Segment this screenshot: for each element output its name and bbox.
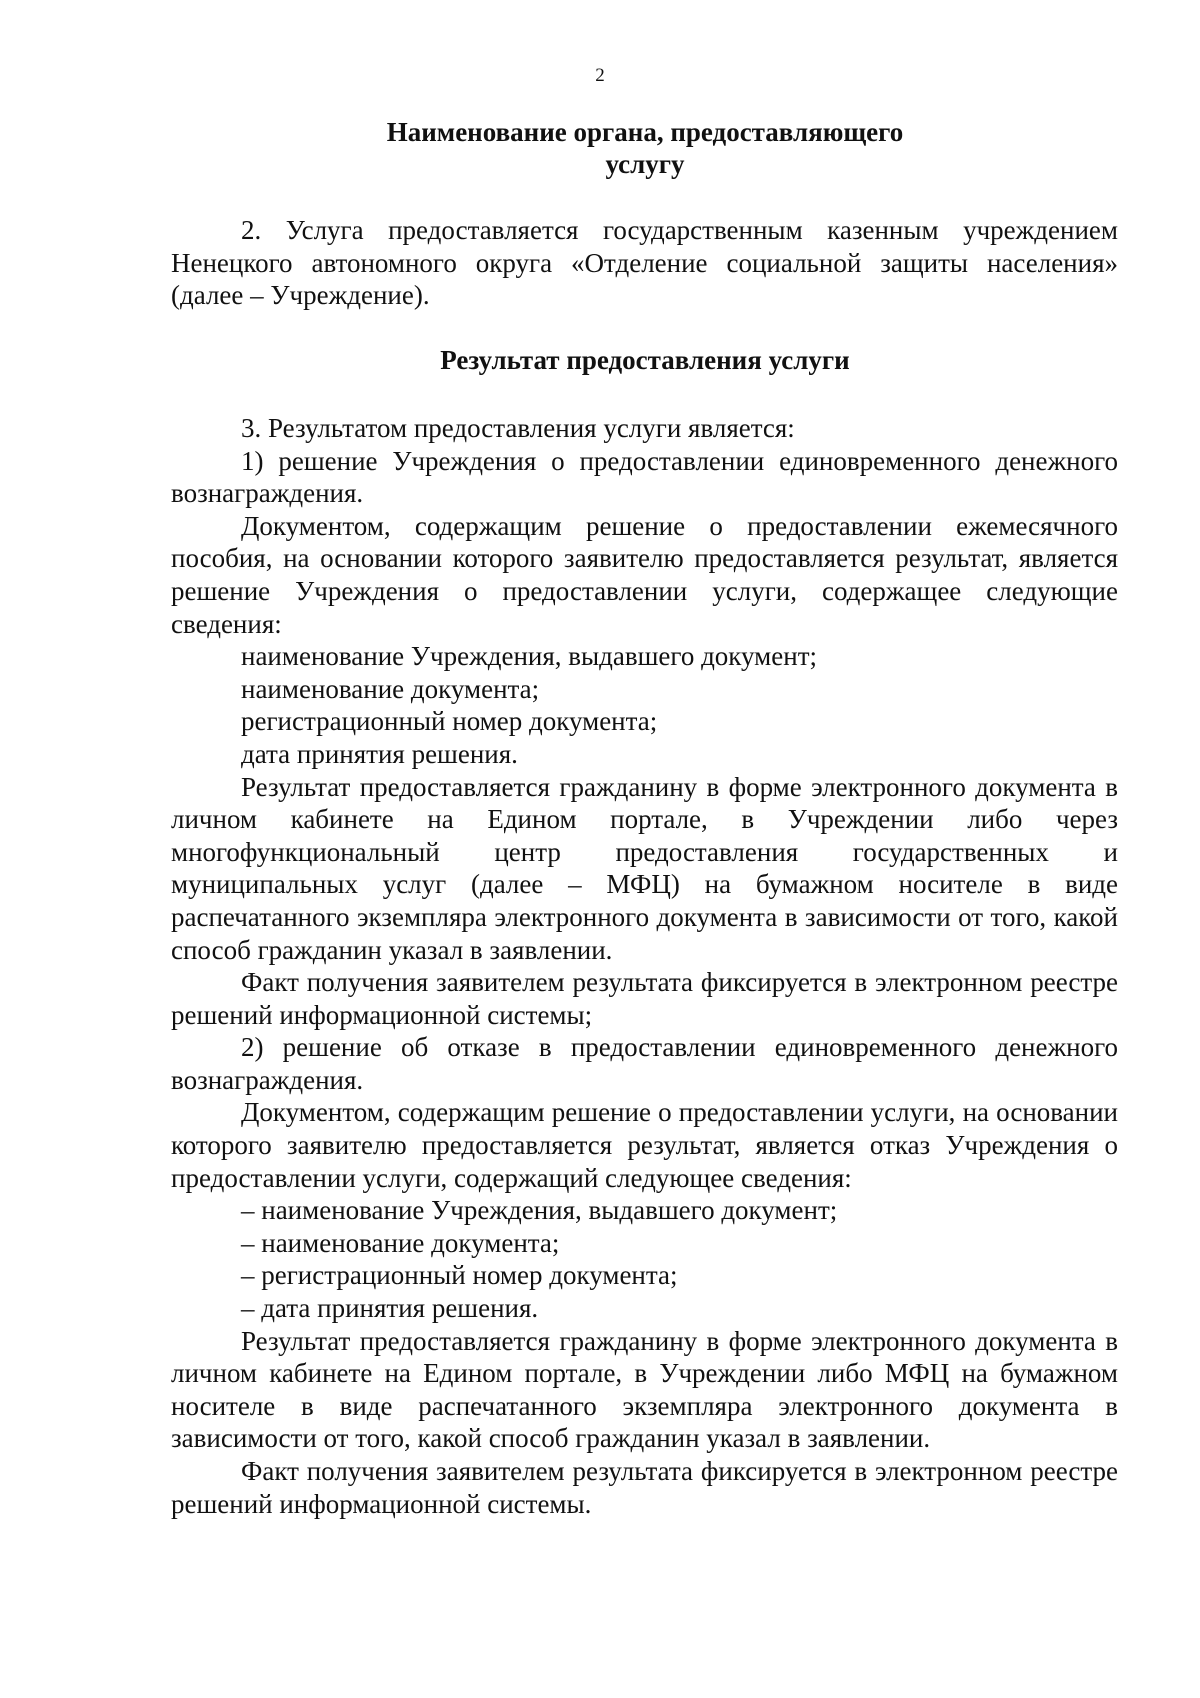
list-item: – наименование Учреждения, выдавшего документ; bbox=[241, 1195, 838, 1226]
heading-service-provider bbox=[180, 116, 1110, 180]
paragraph: Документом, содержащим решение о предоставлении услуги, на основании которого заявителю предоставляется результат, является отказ Учреждения о предоставлении услуги, содержащий следующее сведения: bbox=[171, 1097, 1118, 1193]
list-item: наименование документа; bbox=[241, 673, 540, 704]
section-service-result bbox=[171, 412, 1118, 1520]
page-number: 2 bbox=[595, 65, 605, 86]
list-item: дата принятия решения. bbox=[241, 738, 518, 769]
list-item: наименование Учреждения, выдавшего документ; bbox=[241, 641, 818, 672]
paragraph: 1) решение Учреждения о предоставлении единовременного денежного вознаграждения. bbox=[171, 445, 1118, 509]
list-item: – регистрационный номер документа; bbox=[241, 1260, 678, 1291]
list-item: – дата принятия решения. bbox=[241, 1293, 539, 1324]
list-item: – наименование документа; bbox=[241, 1227, 560, 1258]
paragraph: Результат предоставляется гражданину в форме электронного документа в личном кабинете на Едином портале, в Учреждении либо через многофункциональный центр предоставления государственных и муниципальных услуг (далее – МФЦ) на бумажном носителе в виде распечатанного экземпляра электронного документа в зависимости от того, какой способ гражданин указал в заявлении. bbox=[171, 771, 1118, 965]
heading-service-result: Результат предоставления услуги bbox=[440, 345, 850, 375]
paragraph: 3. Результатом предоставления услуги является: bbox=[241, 413, 795, 443]
paragraph: Факт получения заявителем результата фиксируется в электронном реестре решений информационной системы. bbox=[171, 1456, 1118, 1519]
paragraph: 2) решение об отказе в предоставлении единовременного денежного вознаграждения. bbox=[171, 1032, 1118, 1095]
list-item: регистрационный номер документа; bbox=[241, 706, 658, 737]
paragraph: Результат предоставляется гражданину в форме электронного документа в личном кабинете на Едином портале, в Учреждении либо МФЦ на бумажном носителе в виде распечатанного экземпляра электронного документа в зависимости от того, какой способ гражданин указал в заявлении. bbox=[171, 1325, 1118, 1454]
paragraph: Факт получения заявителем результата фиксируется в электронном реестре решений информационной системы; bbox=[171, 967, 1118, 1030]
paragraph: 2. Услуга предоставляется государственным казенным учреждением Ненецкого автономного округа «Отделение социальной защиты населения» (далее – Учреждение). bbox=[171, 215, 1118, 311]
section-service-provider bbox=[171, 214, 1118, 312]
heading-line: Наименование органа, предоставляющего bbox=[386, 117, 904, 147]
heading-line: услугу bbox=[605, 149, 685, 179]
paragraph: Документом, содержащим решение о предоставлении ежемесячного пособия, на основании которого заявителю предоставляется результат, является решение Учреждения о предоставлении услуги, содержащее следующие сведения: bbox=[171, 510, 1118, 639]
